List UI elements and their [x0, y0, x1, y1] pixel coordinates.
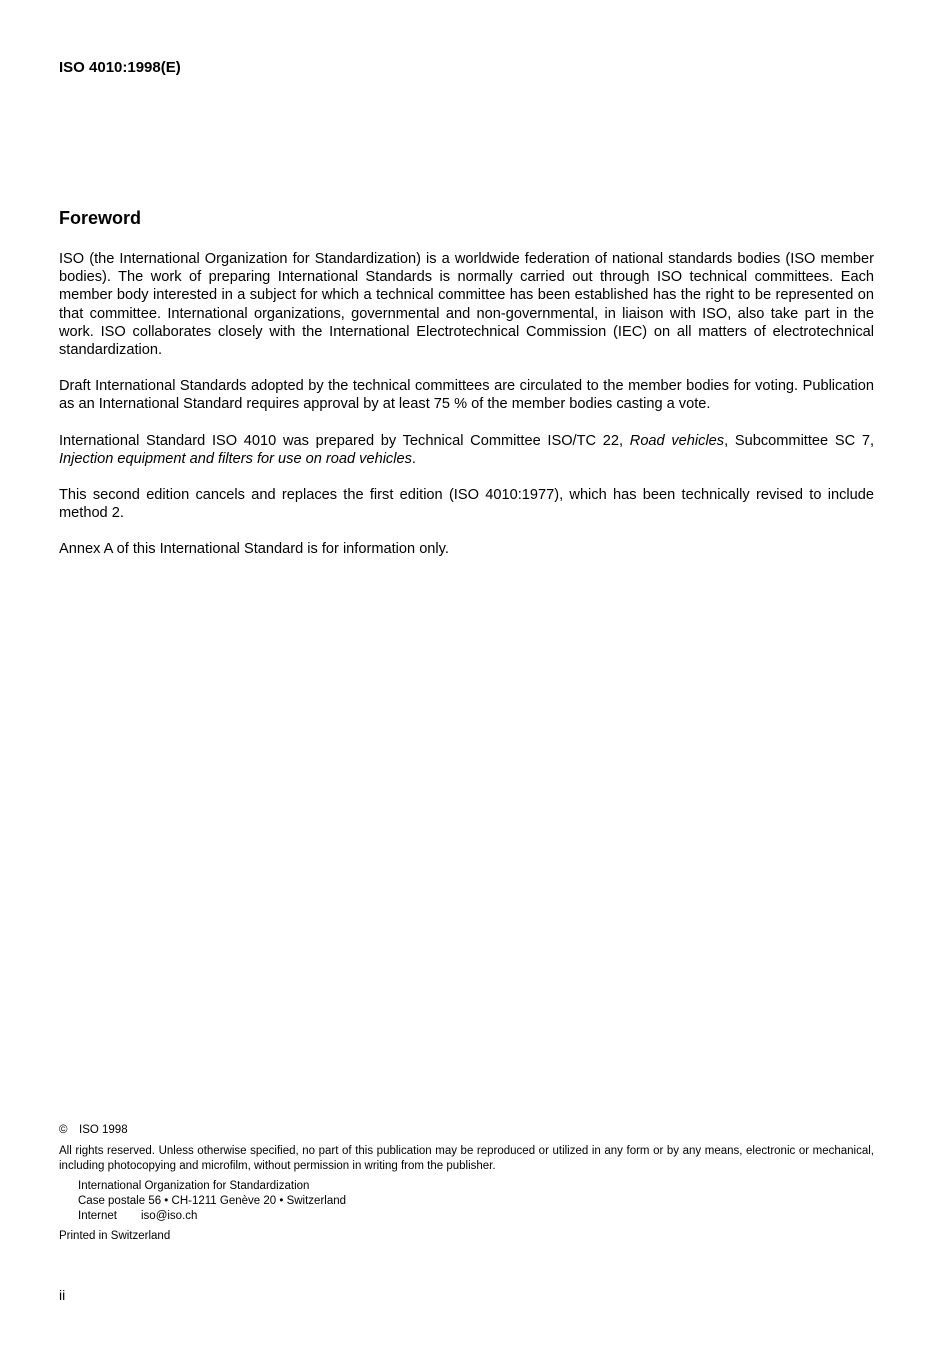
- foreword-paragraph-3: [59, 432, 874, 468]
- foreword-paragraph-5: Annex A of this International Standard is for information only.: [59, 541, 449, 558]
- document-id: ISO 4010:1998(E): [59, 59, 181, 76]
- internet-email: iso@iso.ch: [141, 1210, 198, 1222]
- rights-notice: All rights reserved. Unless otherwise specified, no part of this publication may be reproduced or utilized in any form or by any means, electronic or mechanical, including photocopying and microfilm, without permission in writing from the publisher.: [59, 1145, 874, 1172]
- paragraph-3-text-c: .: [411, 450, 416, 467]
- committee-title: Road vehicles: [629, 432, 725, 449]
- foreword-title: Foreword: [59, 208, 142, 228]
- copyright-text: ISO 1998: [79, 1124, 128, 1136]
- paragraph-3-text-a: International Standard ISO 4010 was prepared by Technical Committee ISO/TC 22,: [59, 432, 630, 449]
- copyright-footer: [59, 1123, 874, 1244]
- foreword-paragraph-1: ISO (the International Organization for Standardization) is a worldwide federation of national standards bodies (ISO member bodies). The work of preparing International Standards is normally carried out through ISO technical committees. Each member body interested in a subject for which a technical committee has been established has the right to be represented on that committee. International organizations, governmental and non-governmental, in liaison with ISO, also take part in the work. ISO collaborates closely with the International Electrotechnical Commission (IEC) on all matters of electrotechnical standardization.: [59, 251, 874, 359]
- org-postal-address: Case postale 56 • CH-1211 Genève 20 • Switzerland: [78, 1195, 347, 1207]
- printed-location: Printed in Switzerland: [59, 1230, 171, 1242]
- copyright-icon: ©: [59, 1124, 68, 1136]
- internet-label: Internet: [78, 1210, 117, 1222]
- paragraph-3-text-b: , Subcommittee SC 7,: [724, 432, 875, 449]
- foreword-body: [59, 250, 874, 577]
- subcommittee-title: Injection equipment and filters for use on road vehicles: [59, 450, 412, 467]
- foreword-paragraph-4: This second edition cancels and replaces the first edition (ISO 4010:1977), which has been technically revised to include method 2.: [59, 487, 874, 522]
- foreword-paragraph-2: Draft International Standards adopted by the technical committees are circulated to the member bodies for voting. Publication as an International Standard requires approval by at least 75 % of the member bodies casting a vote.: [59, 378, 874, 413]
- publisher-address: [78, 1179, 874, 1224]
- copyright-line: [59, 1123, 874, 1138]
- org-internet: [78, 1209, 874, 1224]
- org-name: International Organization for Standardization: [78, 1180, 310, 1192]
- page-number: ii: [59, 1287, 66, 1303]
